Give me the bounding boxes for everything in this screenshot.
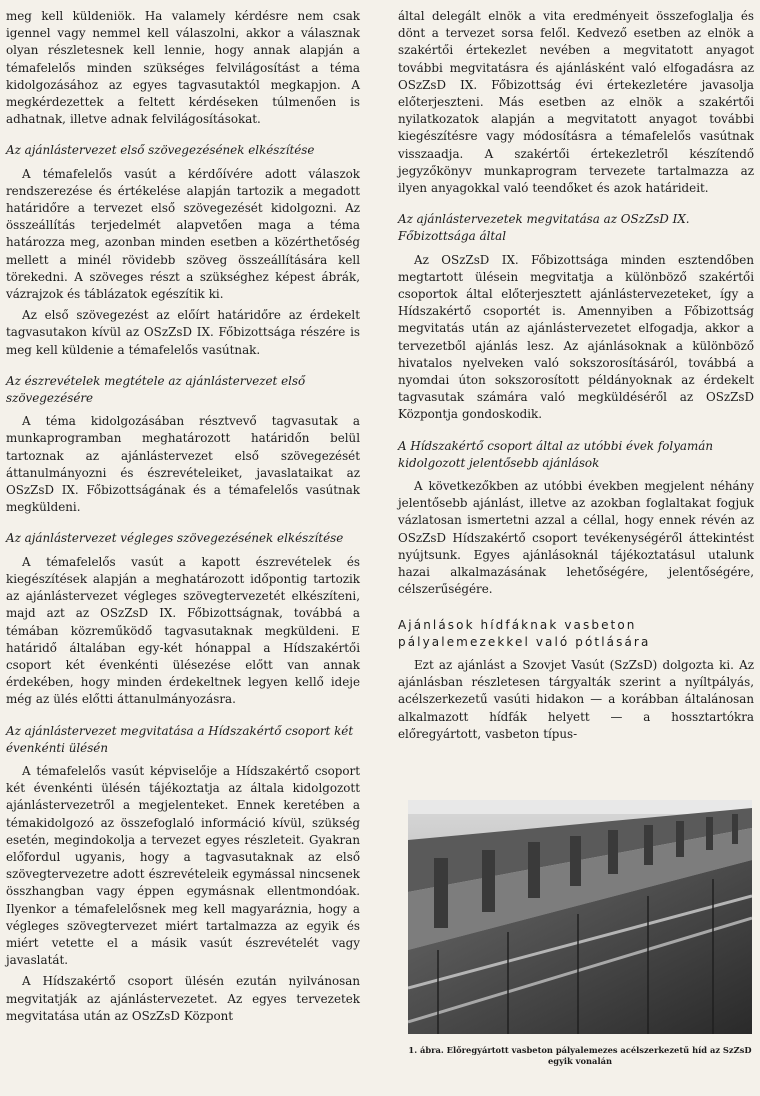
section-heading: Ajánlások hídfáknak vasbeton pályalemezekkel való pótlására	[398, 617, 651, 649]
paragraph: A Hídszakértő csoport ülésén ezután nyilvánosan megvitatják az ajánlástervezetet. Az egyes tervezetek megvitatása után az OSzZsD Központ	[6, 974, 360, 1023]
section-heading: Az ajánlástervezet megvitatása a Hídszakértő csoport két évenkénti ülésén	[6, 723, 354, 755]
paragraph: A témafelelős vasút képviselője a Hídszakértő csoport két évenkénti ülésén tájékoztatja az általa kidolgozott ajánlástervezetről a megjelenteket. Ennek keretében a témakidolgozó az összefoglaló információ kívül, szükség esetén, megindokolja a tervezet egyes részleteit. Gyakran előfordul ugyanis, hogy a tagvasutaknak az első szövegtervezetre adott észrevételeik egymással nincsenek összhangban vagy éppen egymásnak ellentmondóak. Ilyenkor a témafelelősnek meg kell magyaráznia, hogy a végleges szövegtervezet miért tartalmazza az egyik és miért vetette el a másik vasút észrevételét vagy javaslatát.	[6, 763, 360, 968]
paragraph: meg kell küldeniök. Ha valamely kérdésre nem csak igennel vagy nemmel kell válaszolni, akkor a válasznak olyan részletesnek kell lennie, hogy annak alapján a témafelelős minden szükséges felvilágosítást a téma kidolgozásához az egyes tagvasutaktól megkapjon. A megkérdezettek a feltett kérdéseken túlmenően is adhatnak, illetve adnak felvilágosításokat.	[6, 9, 360, 127]
paragraph: A témafelelős vasút a kapott észrevételek és kiegészítések alapján a meghatározott időpontig tartozik az ajánlástervezet végleges szövegtervezetét elkészíteni, majd azt az OSzZsD IX. Főbizottságnak, továbbá a témában közreműködő tagvasutaknak megküldeni. E határidő általában egy-két hónappal a Hídszakértői csoport két évenkénti ülésezése előtt van annak érdekében, hogy minden érdekeltnek legyen kellő ideje még az ülés előtti áttanulmányozásra.	[6, 554, 360, 707]
paragraph: Az OSzZsD IX. Főbizottsága minden esztendőben megtartott ülésein megvitatja a különböző szakértői csoportok által előterjesztett ajánlástervezeteket, így a Hídszakértő csoportét is. Amennyiben a Főbizottság megvitatás után az ajánlástervezetet elfogadja, akkor a tervezetből ajánlás lesz. Az ajánlásoknak a különböző hivatalos nyelveken való sokszorosításáról, továbbá a nyomdai úton sokszorosított példányoknak az érdekelt tagvasutak számára való megküldéséről az OSzZsD Központja gondoskodik.	[398, 252, 754, 422]
paragraph: A következőkben az utóbbi években megjelent néhány jelentősebb ajánlást, illetve az azokban foglaltakat fogjuk vázlatosan ismertetni azzal a céllal, hogy ennek révén az OSzZsD Hídszakértő csoport tevékenységéről áttekintést nyújtsunk. Egyes ajánlásoknál tájékoztatásul utalunk hazai alkalmazásának lehetőségére, jelentőségére, célszerűségére.	[398, 479, 754, 597]
figure-caption: 1. ábra. Előregyártott vasbeton pályalemezes acélszerkezetű híd az SzZsD egyik vonalán	[408, 1045, 752, 1066]
right-column	[398, 8, 754, 747]
paragraph: által delegált elnök a vita eredményeit összefoglalja és dönt a tervezet sorsa felől. Kedvező esetben az elnök a szakértői értekezlet nevében a megvitatott anyagot további megvitatásra és ajánlásként való elfogadásra az OSzZsD IX. Főbizottság évi értekezletére javasolja előterjeszteni. Más esetben az elnök a szakértői nyilatkozatok alapján a megvitatott anyagot további kiegészítésre vagy módosításra a témafelelős vasútnak visszaadja. A szakértői értekezletről készítendő jegyzőkönyv munkaprogram tervezete tartalmazza az ilyen anyagokkal való teendőket és azok határideit.	[398, 9, 754, 196]
paragraph: Ezt az ajánlást a Szovjet Vasút (SzZsD) dolgozta ki. Az ajánlásban részletesen tárgyalták szerint a nyíltpályás, acélszerkezetű vasúti hidakon — a korábban általánosan alkalmazott hídfák helyett — a hossztartókra előregyártott, vasbeton típus-	[398, 657, 754, 741]
left-column	[6, 8, 360, 1029]
paragraph: A téma kidolgozásában résztvevő tagvasutak a munkaprogramban meghatározott határidőn belül tartoznak az ajánlástervezet első szövegezését áttanulmányozni és észrevételeiket, javaslataikat az OSzZsD IX. Főbizottságának és a témafelelős vasútnak megküldeni.	[6, 414, 360, 515]
section-heading: Az ajánlástervezet első szövegezésének elkészítése	[6, 143, 315, 158]
bridge-photo-drawing	[408, 800, 752, 1034]
section-heading: Az ajánlástervezet végleges szövegezésének elkészítése	[6, 531, 344, 546]
paragraph: Az első szövegezést az előírt határidőre az érdekelt tagvasutakon kívül az OSzZsD IX. Főbizottsága részére is meg kell küldenie a témafelelős vasútnak.	[6, 308, 360, 357]
section-heading: Az ajánlástervezetek megvitatása az OSzZsD IX. Főbizottsága által	[398, 212, 690, 244]
section-heading: Az észrevételek megtétele az ajánlástervezet első szövegezésére	[6, 373, 306, 406]
bridge-photo	[408, 800, 752, 1034]
section-heading: A Hídszakértő csoport által az utóbbi évek folyamán kidolgozott jelentősebb ajánlások	[398, 438, 714, 470]
paragraph: A témafelelős vasút a kérdőívére adott válaszok rendszerezése és értékelése alapján tartozik a megadott határidőre a tervezet első szövegezését kidolgozni. Az összeállítás terjedelmét alapvetően maga a téma határozza meg, azonban minden esetben a közérthetőség mellett a minél rövidebb szöveg összeállítására kell törekedni. A szöveges részt a szükséghez képest ábrák, vázrajzok és táblázatok egészítik ki.	[6, 166, 360, 302]
